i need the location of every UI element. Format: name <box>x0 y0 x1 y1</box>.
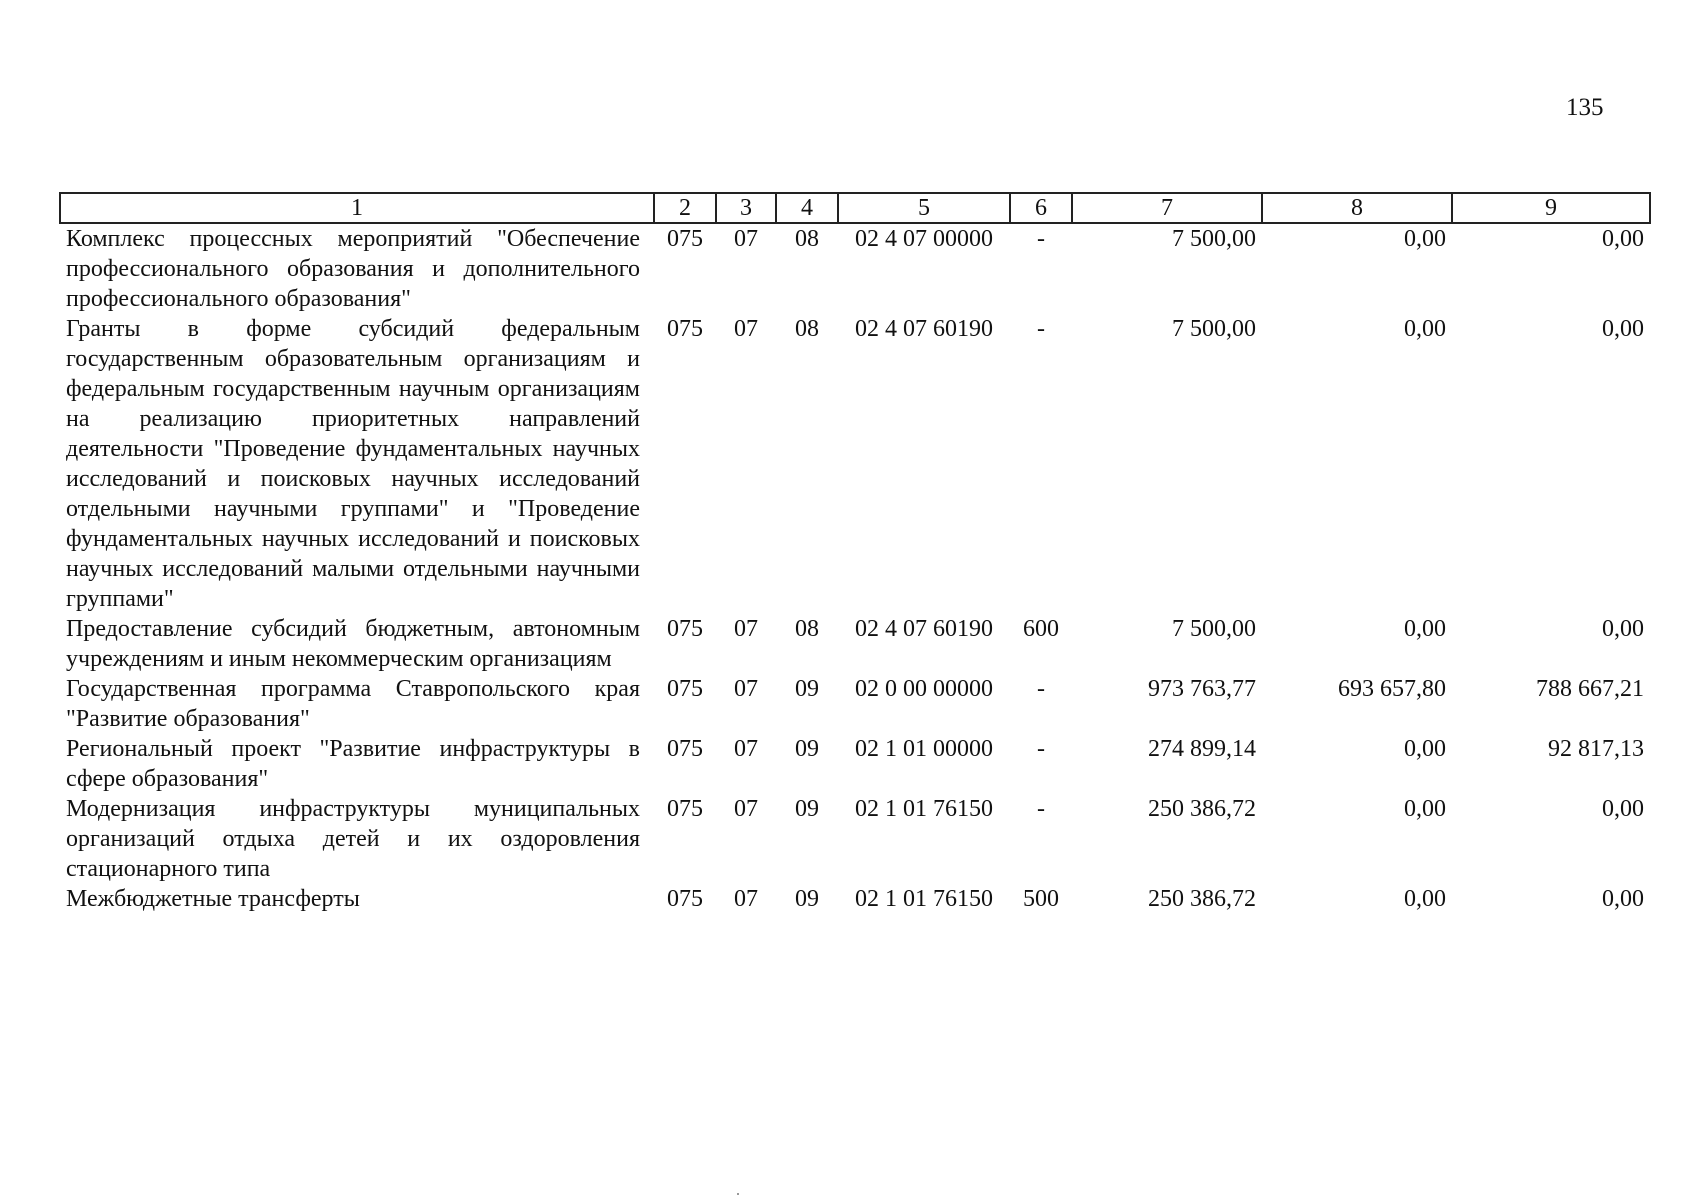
row-sum-col9: 0,00 <box>1602 226 1644 252</box>
row-section: 07 <box>734 316 758 342</box>
table-row <box>60 314 1650 614</box>
row-expense-type: 500 <box>1023 886 1059 912</box>
scan-speck <box>737 1193 739 1195</box>
table-row <box>60 734 1650 794</box>
table-header-row <box>60 193 1650 223</box>
row-section: 07 <box>734 616 758 642</box>
header-col-5: 5 <box>838 193 1010 223</box>
row-sum-col7: 7 500,00 <box>1172 316 1256 342</box>
row-sum-col7: 973 763,77 <box>1148 676 1256 702</box>
row-target-article: 02 1 01 76150 <box>855 886 993 912</box>
table-row <box>60 614 1650 674</box>
row-sum-col7: 274 899,14 <box>1148 736 1256 762</box>
row-subsection: 09 <box>795 886 819 912</box>
table-row <box>60 884 1650 914</box>
row-expense-type: - <box>1037 676 1045 702</box>
header-col-3: 3 <box>716 193 776 223</box>
row-sum-col8: 693 657,80 <box>1338 676 1446 702</box>
row-section: 07 <box>734 886 758 912</box>
row-subsection: 08 <box>795 616 819 642</box>
row-name: Комплекс процессных мероприятий "Обеспечение профессионального образования и дополнительного профессионального образования" <box>66 226 640 312</box>
header-col-6: 6 <box>1010 193 1072 223</box>
row-target-article: 02 1 01 00000 <box>855 736 993 762</box>
row-sum-col8: 0,00 <box>1404 616 1446 642</box>
row-subsection: 09 <box>795 676 819 702</box>
row-sum-col8: 0,00 <box>1404 886 1446 912</box>
row-sum-col8: 0,00 <box>1404 316 1446 342</box>
row-target-article: 02 4 07 60190 <box>855 616 993 642</box>
row-section: 07 <box>734 736 758 762</box>
row-expense-type: - <box>1037 226 1045 252</box>
row-subsection: 09 <box>795 796 819 822</box>
row-sum-col9: 788 667,21 <box>1536 676 1644 702</box>
row-grbs: 075 <box>667 736 703 762</box>
row-name: Модернизация инфраструктуры муниципальных организаций отдыха детей и их оздоровления стационарного типа <box>66 796 640 882</box>
row-sum-col7: 250 386,72 <box>1148 886 1256 912</box>
table-row <box>60 794 1650 884</box>
row-sum-col8: 0,00 <box>1404 226 1446 252</box>
row-sum-col9: 0,00 <box>1602 316 1644 342</box>
row-expense-type: - <box>1037 736 1045 762</box>
row-expense-type: - <box>1037 316 1045 342</box>
row-name: Государственная программа Ставропольского края "Развитие образования" <box>66 676 640 732</box>
row-sum-col8: 0,00 <box>1404 736 1446 762</box>
table-row <box>60 223 1650 314</box>
row-target-article: 02 1 01 76150 <box>855 796 993 822</box>
row-sum-col7: 7 500,00 <box>1172 226 1256 252</box>
header-col-7: 7 <box>1072 193 1262 223</box>
row-name: Региональный проект "Развитие инфраструктуры в сфере образования" <box>66 736 640 792</box>
row-grbs: 075 <box>667 616 703 642</box>
row-grbs: 075 <box>667 316 703 342</box>
header-col-9: 9 <box>1452 193 1650 223</box>
row-sum-col7: 7 500,00 <box>1172 616 1256 642</box>
row-sum-col9: 0,00 <box>1602 886 1644 912</box>
row-sum-col8: 0,00 <box>1404 796 1446 822</box>
row-expense-type: 600 <box>1023 616 1059 642</box>
row-subsection: 08 <box>795 316 819 342</box>
header-col-2: 2 <box>654 193 716 223</box>
row-section: 07 <box>734 226 758 252</box>
header-col-8: 8 <box>1262 193 1452 223</box>
row-name: Гранты в форме субсидий федеральным государственным образовательным организациям и федеральным государственным научным организациям на реализацию приоритетных направлений деятельности "Проведение фундаментальных научных исследований и поисковых научных исследований отдельными научными группами" и "Проведение фундаментальных научных исследований и поисковых научных исследований малыми отдельными научными группами" <box>66 316 640 612</box>
table-row <box>60 674 1650 734</box>
row-subsection: 08 <box>795 226 819 252</box>
header-col-1: 1 <box>60 193 654 223</box>
row-grbs: 075 <box>667 796 703 822</box>
row-sum-col9: 0,00 <box>1602 796 1644 822</box>
row-section: 07 <box>734 676 758 702</box>
budget-table <box>59 192 1651 914</box>
row-name: Предоставление субсидий бюджетным, автономным учреждениям и иным некоммерческим организациям <box>66 616 640 672</box>
row-grbs: 075 <box>667 676 703 702</box>
row-sum-col9: 0,00 <box>1602 616 1644 642</box>
row-name: Межбюджетные трансферты <box>66 886 360 912</box>
row-grbs: 075 <box>667 886 703 912</box>
row-section: 07 <box>734 796 758 822</box>
row-subsection: 09 <box>795 736 819 762</box>
row-expense-type: - <box>1037 796 1045 822</box>
header-col-4: 4 <box>776 193 838 223</box>
page-number: 135 <box>1566 94 1604 121</box>
row-sum-col7: 250 386,72 <box>1148 796 1256 822</box>
row-target-article: 02 0 00 00000 <box>855 676 993 702</box>
row-grbs: 075 <box>667 226 703 252</box>
row-target-article: 02 4 07 60190 <box>855 316 993 342</box>
row-target-article: 02 4 07 00000 <box>855 226 993 252</box>
row-sum-col9: 92 817,13 <box>1548 736 1644 762</box>
